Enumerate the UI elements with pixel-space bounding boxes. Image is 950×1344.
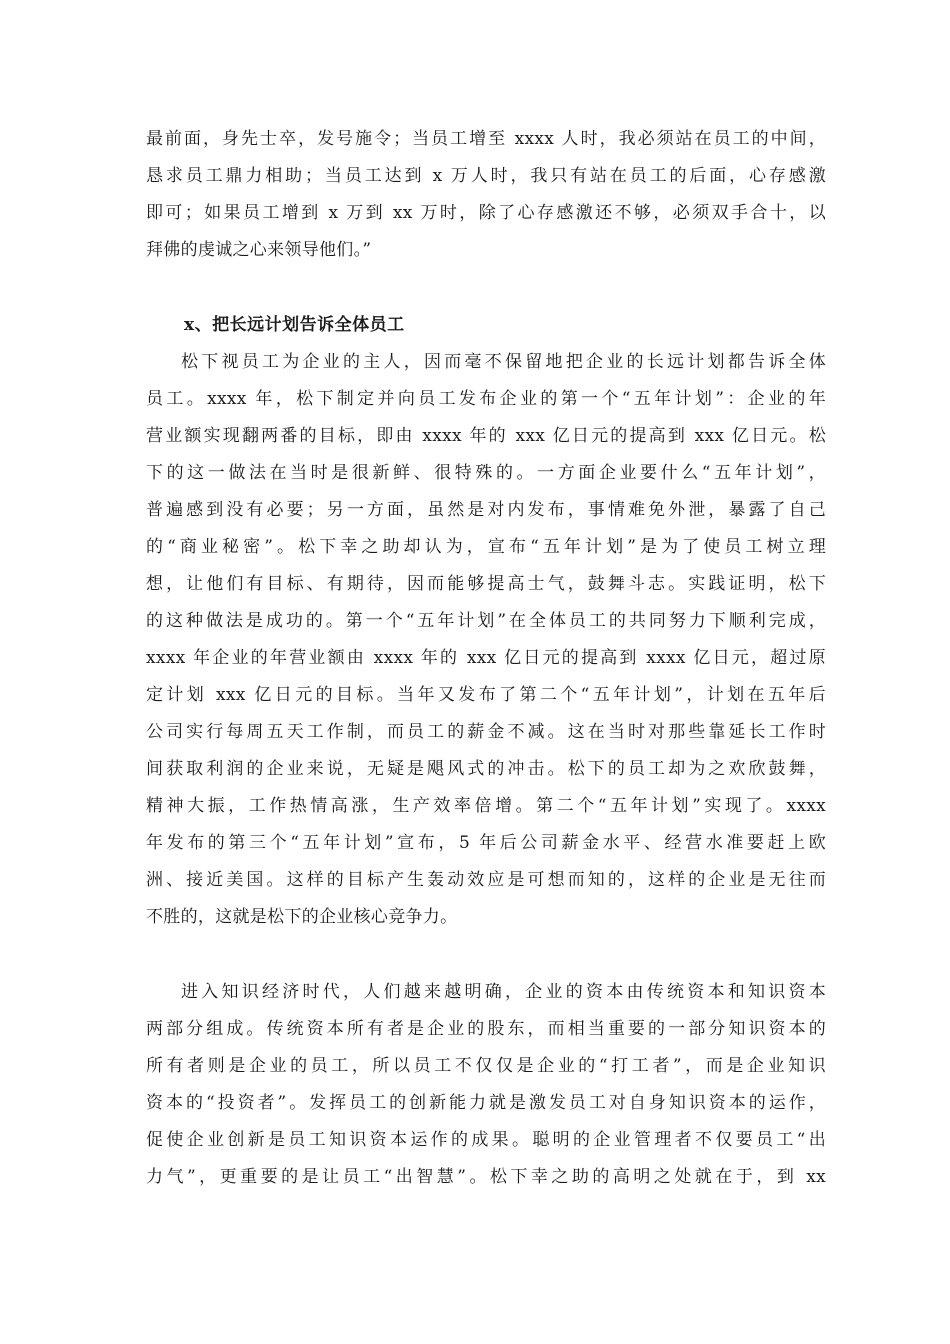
text-line: 的这种做法是成功的。第一个“五年计划”在全体员工的共同努力下顺利完成， [146, 611, 826, 631]
text-line: 力气”，更重要的是让员工“出智慧”。松下幸之助的高明之处就在于，到 xx [146, 1167, 826, 1187]
text-line: 下的这一做法在当时是很新鲜、很特殊的。一方面企业要什么“五年计划”， [146, 463, 826, 483]
text-line: 洲、接近美国。这样的目标产生轰动效应是可想而知的，这样的企业是无往而 [146, 870, 826, 890]
text-line: 的“商业秘密”。松下幸之助却认为，宣布“五年计划”是为了使员工树立理 [146, 537, 826, 557]
text-line: 进入知识经济时代，人们越来越明确，企业的资本由传统资本和知识资本 [181, 982, 826, 1002]
text-line: 间获取利润的企业来说，无疑是飓风式的冲击。松下的员工却为之欢欣鼓舞， [146, 759, 826, 779]
text-line: 促使企业创新是员工知识资本运作的成果。聪明的企业管理者不仅要员工“出 [146, 1130, 826, 1150]
text-line: xxxx 年企业的年营业额由 xxxx 年的 xxx 亿日元的提高到 xxxx 亿日元，超过原 [146, 648, 826, 668]
text-line: 所有者则是企业的员工，所以员工不仅仅是企业的“打工者”，而是企业知识 [146, 1056, 826, 1076]
text-line: 拜佛的虔诚之心来领导他们。” [146, 240, 372, 260]
text-line: 定计划 xxx 亿日元的目标。当年又发布了第二个“五年计划”，计划在五年后 [146, 685, 826, 705]
text-line: 公司实行每周五天工作制，而员工的薪金不减。这在当时对那些靠延长工作时 [146, 722, 826, 742]
text-line: 想，让他们有目标、有期待，因而能够提高士气，鼓舞斗志。实践证明，松下 [146, 574, 826, 594]
text-line: 两部分组成。传统资本所有者是企业的股东，而相当重要的一部分知识资本的 [146, 1019, 826, 1039]
text-line: 员工。xxxx 年，松下制定并向员工发布企业的第一个“五年计划”：企业的年 [146, 389, 826, 409]
text-line: 资本的“投资者”。发挥员工的创新能力就是激发员工对自身知识资本的运作， [146, 1093, 826, 1113]
text-line: 营业额实现翻两番的目标，即由 xxxx 年的 xxx 亿日元的提高到 xxx 亿日元。松 [146, 426, 826, 446]
text-line: 精神大振，工作热情高涨，生产效率倍增。第二个“五年计划”实现了。xxxx [146, 796, 826, 816]
text-line: 年发布的第三个“五年计划”宣布，5 年后公司薪金水平、经营水准要赶上欧 [146, 833, 826, 853]
text-line: 不胜的，这就是松下的企业核心竞争力。 [146, 907, 458, 927]
text-line: 普遍感到没有必要；另一方面，虽然是对内发布，事情难免外泄，暴露了自己 [146, 500, 826, 520]
section-heading: x、把长远计划告诉全体员工 [184, 315, 405, 335]
text-line: 恳求员工鼎力相助；当员工达到 x 万人时，我只有站在员工的后面，心存感激 [146, 166, 826, 186]
text-line: 松下视员工为企业的主人，因而毫不保留地把企业的长远计划都告诉全体 [181, 352, 826, 372]
text-line: 最前面，身先士卒，发号施令；当员工增至 xxxx 人时，我必须站在员工的中间， [146, 129, 826, 149]
text-line: 即可；如果员工增到 x 万到 xx 万时，除了心存感激还不够，必须双手合十，以 [146, 203, 826, 223]
